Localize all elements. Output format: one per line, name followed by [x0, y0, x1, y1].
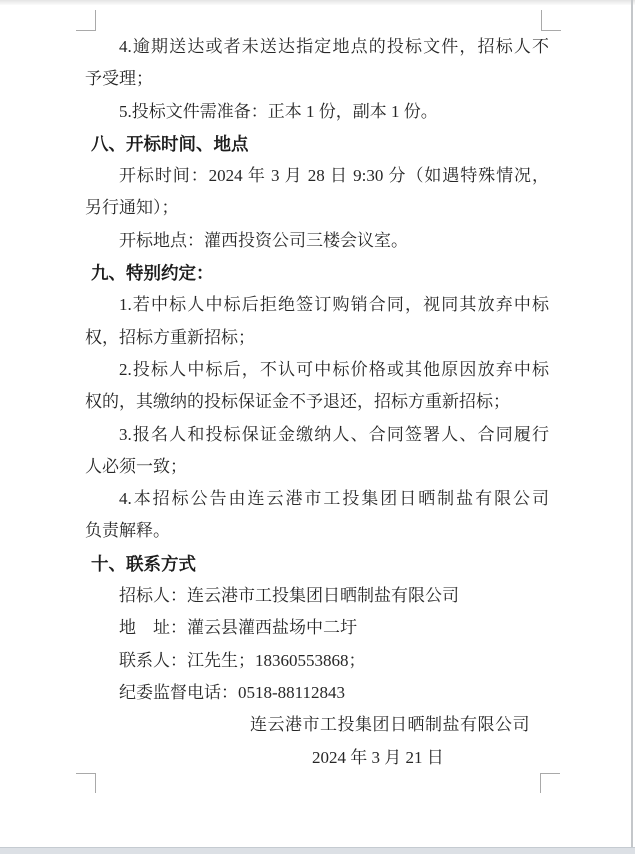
margin-mark-top-right	[541, 10, 561, 31]
document-text-area	[85, 31, 549, 774]
doc-line: 4.逾期送达或者未送达指定地点的投标文件，招标人不	[119, 37, 549, 56]
margin-mark-bottom-right	[540, 773, 560, 793]
doc-line: 另行通知）；	[85, 198, 179, 218]
doc-line-contact-person: 联系人：江先生；18360553868；	[119, 650, 366, 670]
doc-line: 2.投标人中标后，不认可中标价格或其他原因放弃中标	[119, 359, 549, 379]
page-bottom-bar	[0, 847, 635, 854]
doc-line: 开标时间：2024 年 3 月 28 日 9:30 分（如遇特殊情况，	[119, 166, 549, 186]
doc-line: 4.本招标公告由连云港市工投集团日晒制盐有限公司	[119, 489, 549, 509]
doc-line: 开标地点：灌西投资公司三楼会议室。	[119, 230, 408, 250]
page-right-edge-line	[631, 0, 633, 847]
doc-line: 5.投标文件需准备：正本 1 份，副本 1 份。	[119, 101, 438, 121]
doc-line-address: 地 址：灌云县灌西盐场中二圩	[119, 618, 357, 638]
heading-bid-opening-time-place: 八、开标时间、地点	[91, 133, 249, 154]
doc-line: 人必须一致；	[85, 456, 187, 476]
signature-date: 2024 年 3 月 21 日	[312, 747, 444, 767]
page-top-edge-shadow	[0, 0, 635, 5]
signature-company-name: 连云港市工投集团日晒制盐有限公司	[250, 715, 530, 735]
doc-line: 1.若中标人中标后拒绝签订购销合同，视同其放弃中标	[119, 295, 549, 315]
doc-line: 负责解释。	[85, 521, 170, 541]
doc-line: 予受理；	[85, 69, 153, 89]
doc-line: 权，招标方重新招标；	[85, 327, 255, 347]
doc-line: 3.报名人和投标保证金缴纳人、合同签署人、合同履行	[119, 424, 549, 444]
doc-line: 权的，其缴纳的投标保证金不予退还，招标方重新招标；	[85, 392, 510, 412]
heading-special-terms: 九、特别约定：	[91, 263, 214, 284]
doc-line-tenderer: 招标人：连云港市工投集团日晒制盐有限公司	[119, 586, 459, 606]
doc-line-supervision-phone: 纪委监督电话：0518-88112843	[119, 682, 346, 702]
margin-mark-top-left	[76, 10, 96, 31]
heading-contact-info: 十、联系方式	[91, 553, 196, 574]
margin-mark-bottom-left	[76, 773, 96, 793]
